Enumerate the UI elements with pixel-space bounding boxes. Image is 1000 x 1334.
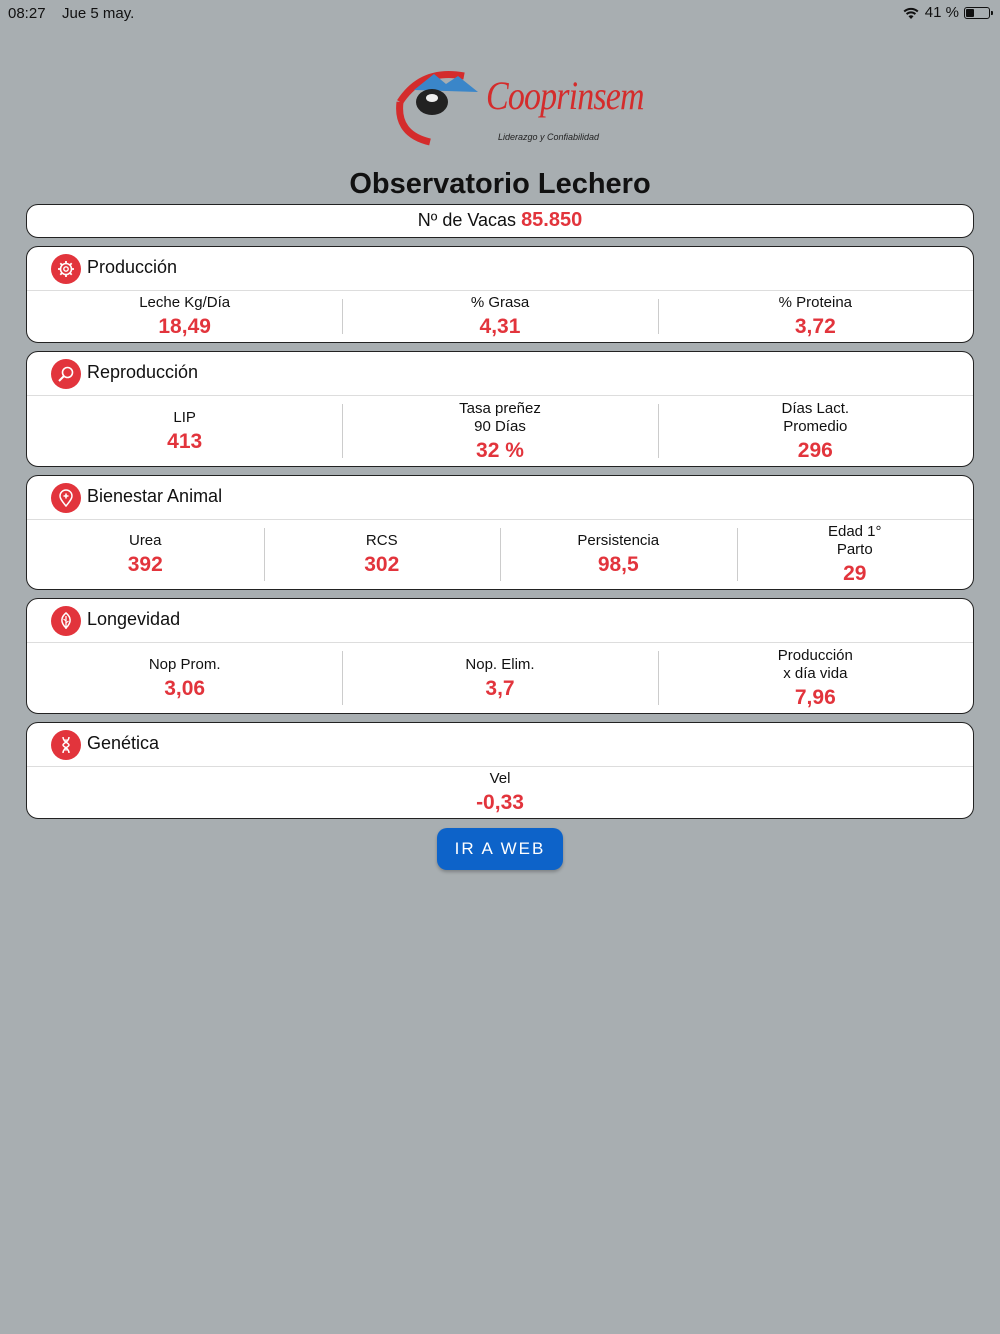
metric-label: Edad 1° Parto (827, 523, 882, 558)
cows-count-card (26, 204, 974, 238)
metric-value: 29 (843, 562, 867, 585)
metric-vel (27, 767, 973, 818)
page-title: Observatorio Lechero (349, 168, 651, 200)
metric-value: -0,33 (476, 791, 524, 814)
metric-urea (27, 520, 264, 589)
metric-value: 3,7 (485, 676, 515, 700)
metric-label: % Proteina (778, 294, 852, 311)
cows-value: 85.850 (521, 209, 583, 231)
status-date: Jue 5 may. (62, 5, 135, 22)
metric-label: Nop. Elim. (465, 655, 535, 673)
metric-label: Tasa preñez 90 Días (459, 399, 541, 435)
metric-grasa (342, 291, 657, 342)
metric-label: Días Lact. Promedio (781, 399, 850, 435)
section-header (27, 476, 973, 520)
health-pin-icon (51, 483, 81, 513)
metric-produccion-dia-vida (658, 643, 973, 713)
metric-label: Urea (128, 532, 162, 549)
section-title: Reproducción (87, 362, 199, 382)
metric-label: Persistencia (577, 532, 660, 549)
brand-logo (386, 62, 644, 154)
section-genetica (26, 722, 974, 819)
go-to-web-button[interactable]: IR A WEB (437, 828, 563, 870)
section-title: Genética (87, 733, 160, 753)
metric-label: Nop Prom. (148, 655, 221, 673)
metric-value: 302 (364, 553, 400, 576)
section-header (27, 352, 973, 396)
logo-wordmark: Cooprinsem (486, 73, 644, 118)
metric-value: 32 % (476, 438, 524, 462)
metric-label: LIP (173, 408, 196, 426)
section-title: Bienestar Animal (87, 486, 223, 506)
status-indicators (902, 4, 990, 21)
battery-percent: 41 % (924, 4, 959, 21)
metric-edad-primer-parto (737, 520, 974, 589)
section-header (27, 723, 973, 767)
gear-icon (51, 254, 81, 284)
wifi-icon (902, 6, 920, 20)
section-title: Longevidad (87, 609, 181, 629)
metric-label: RCS (365, 532, 398, 549)
metric-tasa-prenez (342, 396, 657, 466)
metric-label: % Grasa (470, 294, 530, 311)
section-reproduccion (26, 351, 974, 467)
metric-lip (27, 396, 342, 466)
dna-icon (51, 730, 81, 760)
leaf-icon (51, 606, 81, 636)
status-time: 08:27 (8, 5, 46, 22)
metric-proteina (658, 291, 973, 342)
metric-value: 296 (797, 438, 833, 462)
logo-tagline: Liderazgo y Confiabilidad (498, 132, 600, 142)
metric-leche (27, 291, 342, 342)
metric-nop-elim (342, 643, 657, 713)
metric-value: 392 (127, 553, 163, 576)
section-header (27, 247, 973, 291)
section-longevidad (26, 598, 974, 714)
metric-value: 18,49 (158, 315, 211, 338)
metric-nop-prom (27, 643, 342, 713)
battery-icon (964, 7, 990, 19)
magnifier-icon (51, 359, 81, 389)
section-header (27, 599, 973, 643)
section-bienestar-animal (26, 475, 974, 590)
metric-label: Producción x día vida (777, 646, 853, 682)
metric-label: Vel (489, 770, 511, 787)
metric-value: 98,5 (597, 553, 639, 576)
metric-label: Leche Kg/Día (139, 294, 231, 311)
metric-value: 7,96 (794, 685, 836, 709)
metric-persistencia (500, 520, 737, 589)
status-bar (0, 0, 1000, 28)
cows-label: Nº de Vacas (417, 210, 517, 230)
metric-value: 3,72 (794, 315, 836, 338)
metric-dias-lactancia (658, 396, 973, 466)
section-produccion (26, 246, 974, 343)
metric-value: 3,06 (164, 676, 206, 700)
section-title: Producción (87, 257, 178, 277)
metric-value: 4,31 (479, 315, 521, 338)
metric-rcs (264, 520, 501, 589)
metric-value: 413 (167, 429, 203, 453)
